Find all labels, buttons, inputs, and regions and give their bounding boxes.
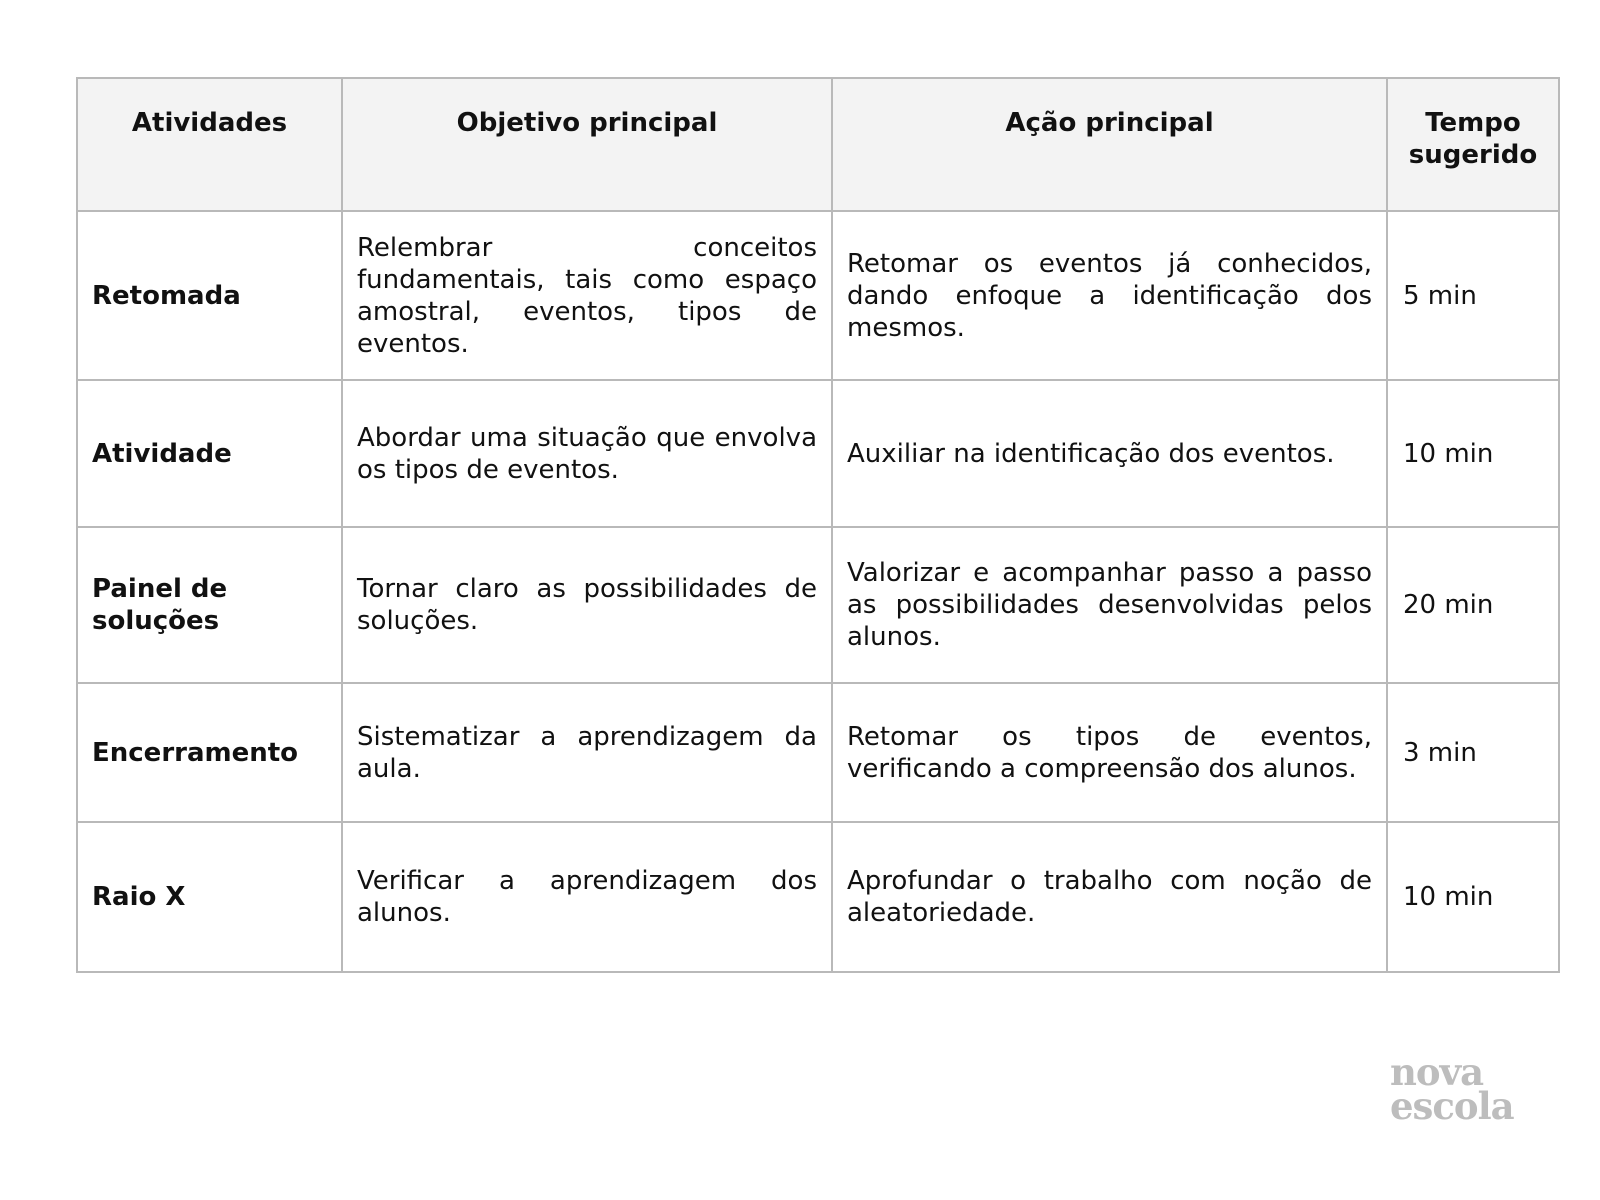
table-row: [77, 683, 1559, 822]
time-cell: 5 min: [1387, 211, 1559, 380]
action-cell: Aprofundar o trabalho com noção de aleatoriedade.: [832, 822, 1387, 972]
header-main-objective: Objetivo principal: [342, 78, 832, 211]
action-cell: Retomar os eventos já conhecidos, dando enfoque a identificação dos mesmos.: [832, 211, 1387, 380]
action-cell: Valorizar e acompanhar passo a passo as possibilidades desenvolvidas pelos alunos.: [832, 527, 1387, 683]
table-row: [77, 211, 1559, 380]
table-row: [77, 527, 1559, 683]
time-cell: 10 min: [1387, 822, 1559, 972]
time-cell: 3 min: [1387, 683, 1559, 822]
table-row: [77, 380, 1559, 527]
header-main-action: Ação principal: [832, 78, 1387, 211]
action-cell: Retomar os tipos de eventos, verificando a compreensão dos alunos.: [832, 683, 1387, 822]
table-row: [77, 822, 1559, 972]
objective-cell: Relembrar conceitos fundamentais, tais como espaço amostral, eventos, tipos de eventos.: [342, 211, 832, 380]
nova-escola-logo: [1390, 1050, 1540, 1128]
activity-cell: Atividade: [77, 380, 342, 527]
activity-cell: Encerramento: [77, 683, 342, 822]
lesson-plan-table: [76, 77, 1560, 973]
table-header-row: [77, 78, 1559, 211]
objective-cell: Abordar uma situação que envolva os tipos de eventos.: [342, 380, 832, 527]
activity-cell: Painel de soluções: [77, 527, 342, 683]
time-cell: 10 min: [1387, 380, 1559, 527]
action-cell: Auxiliar na identificação dos eventos.: [832, 380, 1387, 527]
activity-cell: Retomada: [77, 211, 342, 380]
time-cell: 20 min: [1387, 527, 1559, 683]
activity-cell: Raio X: [77, 822, 342, 972]
objective-cell: Verificar a aprendizagem dos alunos.: [342, 822, 832, 972]
logo-line-escola: escola: [1390, 1084, 1514, 1128]
logo-line-nova: nova: [1390, 1050, 1484, 1094]
header-suggested-time: Tempo sugerido: [1387, 78, 1559, 211]
header-activities: Atividades: [77, 78, 342, 211]
objective-cell: Sistematizar a aprendizagem da aula.: [342, 683, 832, 822]
objective-cell: Tornar claro as possibilidades de soluções.: [342, 527, 832, 683]
